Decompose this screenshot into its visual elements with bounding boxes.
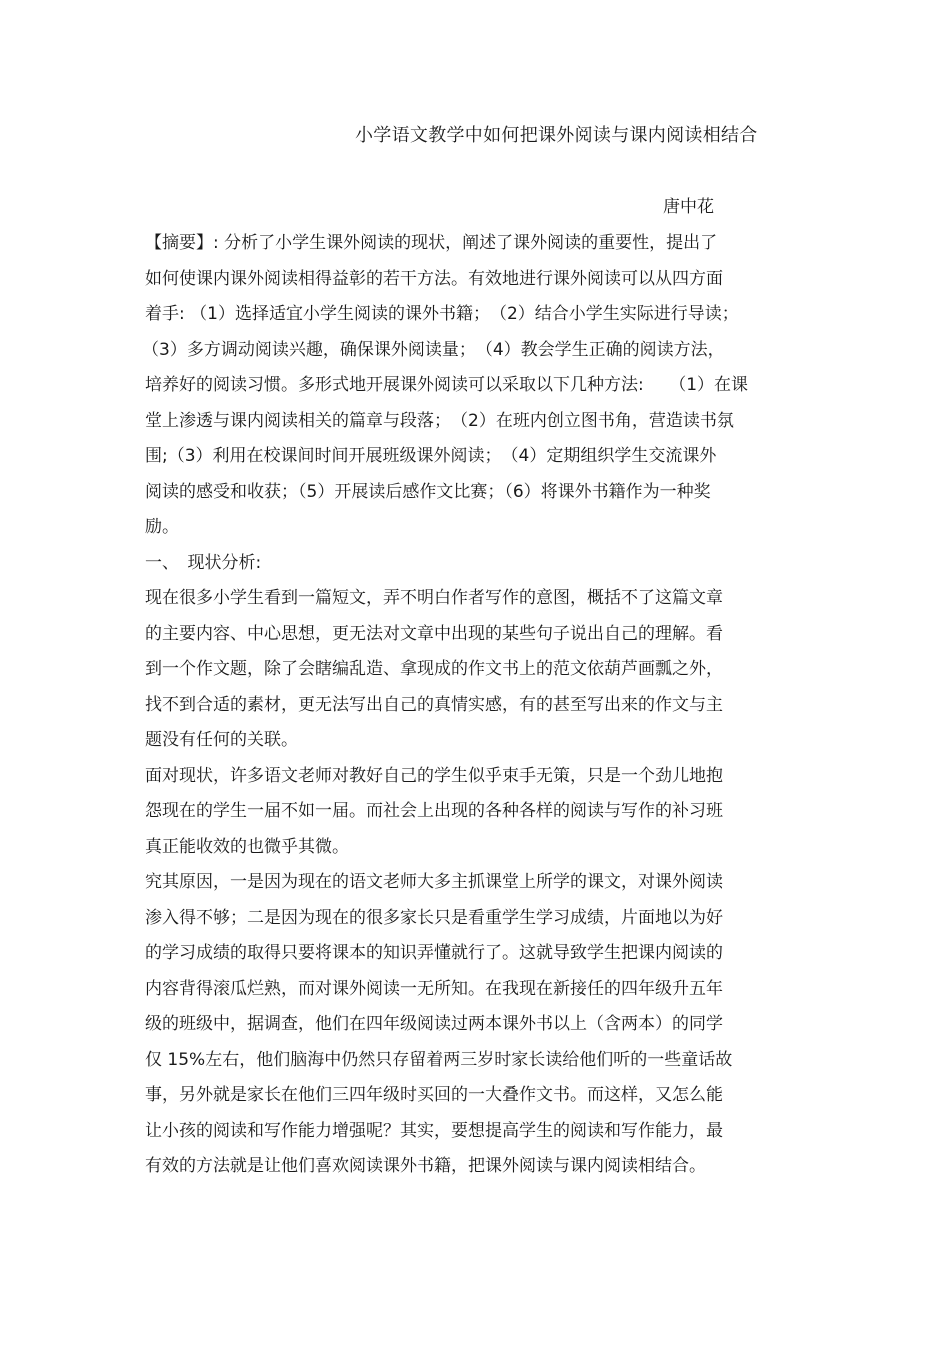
abstract-line: 堂上渗透与课内阅读相关的篇章与段落； （2）在班内创立图书角，营造读书氛 [145,410,734,431]
abstract-line: 【摘要】: 分析了小学生课外阅读的现状，阐述了课外阅读的重要性，提出了 [145,233,718,253]
paragraph-line: 的主要内容、中心思想，更无法对文章中出现的某些句子说出自己的理解。看 [145,623,723,644]
document-body [142,226,805,1185]
abstract-line: 阅读的感受和收获；（5）开展读后感作文比赛；（6）将课外书籍作为一种奖 [145,481,711,502]
paragraph-line: 面对现状，许多语文老师对教好自己的学生似乎束手无策，只是一个劲儿地抱 [145,765,723,786]
paragraph-line: 到一个作文题，除了会瞎编乱造、拿现成的作文书上的范文依葫芦画瓢之外， [145,659,723,679]
paragraph-line: 现在很多小学生看到一篇短文，弄不明白作者写作的意图，概括不了这篇文章 [145,588,723,608]
abstract-line: 如何使课内课外阅读相得益彰的若干方法。有效地进行课外阅读可以从四方面 [145,268,723,289]
paragraph-line: 内容背得滚瓜烂熟，而对课外阅读一无所知。在我现在新接任的四年级升五年 [145,978,723,999]
paragraph-line: 仅 15%左右，他们脑海中仍然只存留着两三岁时家长读给他们听的一些童话故 [145,1049,733,1070]
abstract-line: 培养好的阅读习惯。多形式地开展课外阅读可以采取以下几种方法: （1）在课 [145,375,749,395]
paragraph-line: 让小孩的阅读和写作能力增强呢？其实，要想提高学生的阅读和写作能力，最 [145,1120,723,1141]
paragraph-line: 题没有任何的关联。 [145,730,298,750]
paragraph-line: 真正能收效的也微乎其微。 [145,836,349,857]
paragraph-line: 事，另外就是家长在他们三四年级时买回的一大叠作文书。而这样，又怎么能 [145,1085,723,1105]
abstract-line: 着手: （1）选择适宜小学生阅读的课外书籍； （2）结合小学生实际进行导读； [145,304,739,324]
abstract-line: （3）多方调动阅读兴趣，确保课外阅读量； （4）教会学生正确的阅读方法， [142,339,725,360]
abstract-line: 围;（3）利用在校课间时间开展班级课外阅读； （4）定期组织学生交流课外 [145,446,717,466]
document-title: 小学语文教学中如何把课外阅读与课内阅读相结合 [355,125,758,146]
author-name: 唐中花 [663,197,714,217]
section-heading: 一、 现状分析: [145,552,262,573]
paragraph-line: 的学习成绩的取得只要将课本的知识弄懂就行了。这就导致学生把课内阅读的 [145,943,723,963]
paragraph-line: 渗入得不够；二是因为现在的很多家长只是看重学生学习成绩，片面地以为好 [145,907,723,928]
abstract-line: 励。 [145,517,179,537]
paragraph-line: 级的班级中，据调查，他们在四年级阅读过两本课外书以上（含两本）的同学 [145,1014,723,1034]
paragraph-line: 有效的方法就是让他们喜欢阅读课外书籍，把课外阅读与课内阅读相结合。 [145,1156,706,1176]
paragraph-line: 找不到合适的素材，更无法写出自己的真情实感，有的甚至写出来的作文与主 [145,694,723,715]
paragraph-line: 究其原因，一是因为现在的语文老师大多主抓课堂上所学的课文，对课外阅读 [145,872,723,892]
paragraph-line: 怨现在的学生一届不如一届。而社会上出现的各种各样的阅读与写作的补习班 [145,801,723,821]
